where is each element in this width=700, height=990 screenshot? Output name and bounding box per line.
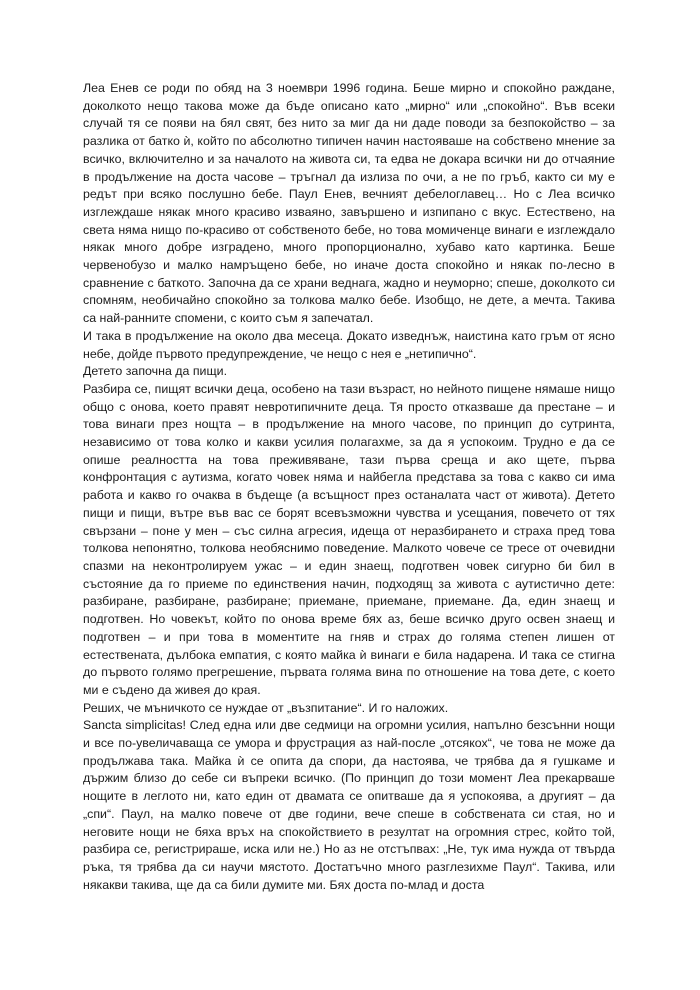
paragraph-autism-confrontation: Разбира се, пищят всички деца, особено на тази възраст, но нейното пищене нямаше нищо общо с онова, което правят невротипичните деца. Тя просто отказваше да престане – и това винаги през нощта – в продължение на много часове, по принцип до сутринта, независимо от това колко и какви усилия полагахме, за да я успокоим. Трудно е да се опише реалността на това преживяване, тази първа среща и ако щете, първа конфронтация с аутизма, когато човек няма и найбегла представа за това с какво си има работа и какво го очаква в бъдеще (а всъщност през останалата част от живота). Детето пищи и пищи, вътре във вас се борят всевъзможни чувства и усещания, повечето от тях свързани – поне у мен – със силна агресия, идеща от неразбирането и страха пред това толкова непонятно, толкова необяснимо поведение. Малкото човече се тресе от очевидни спазми на неконтролируем ужас – и един знаещ, подготвен човек сигурно би бил в състояние да го приеме по единствения начин, подходящ за живота с аутистично дете: разбиране, разбиране, разбиране; приемане, приемане, приемане. Да, един знаещ и подготвен. Но човекът, който по онова време бях аз, беше всичко друго освен знаещ и подготвен – и при това в моментите на гняв и страх до голяма степен лишен от естествената, дълбока емпатия, с която майка ѝ винаги е била надарена. И така се стигна до първото голямо прегрешение, първата голяма вина по отношение на това дете, с което ми е съдено да живея до края. bbox=[83, 381, 615, 697]
paragraph-upbringing: Реших, че мъничкото се нуждае от „възпитание“. И го наложих. bbox=[83, 700, 449, 715]
paragraph-birth: Леа Енев се роди по обяд на 3 ноември 1996 година. Беше мирно и спокойно раждане, доколкото нещо такова може да бъде описано като „мирно“ или „спокойно“. Във всеки случай тя се появи на бял свят, без нито за миг да ни даде поводи за безпокойство – за разлика от батко ѝ, който по абсолютно типичен начин настояваше на собствено мнение за всичко, включително и за началото на живота си, та едва не докара всички ни до отчаяние в продължение на доста часове – тръгнал да излиза по очи, а не по гръб, както си му е редът при всяко послушно бебе. Паул Енев, вечният дебелоглавец… Но с Леа всичко изглеждаше някак много красиво изваяно, завършено и изпипано с вкус. Естествено, на света няма нищо по-красиво от собственото бебе, но това момиченце винаги е изглеждало някак много добре изградено, много пропорционално, хубаво като картинка. Беше червенобузо и малко намръщено бебе, но иначе доста спокойно и някак по-лесно в сравнение с баткото. Започна да се храни веднага, жадно и неуморно; спеше, доколкото си спомням, необичайно спокойно за толкова малко бебе. Изобщо, не дете, а мечта. Такива са най-ранните спомени, с които съм я запечатал. bbox=[83, 81, 615, 326]
paragraph-two-months: И така в продължение на около два месеца. Докато изведнъж, наистина като гръм от ясно небе, дойде първото предупреждение, че нещо с нея е „нетипично“. bbox=[83, 328, 615, 361]
paragraph-screaming: Детето започна да пищи. bbox=[83, 364, 228, 379]
paragraph-sancta-simplicitas: Sancta simplicitas! След една или две седмици на огромни усилия, напълно безсънни нощи и все по-увеличаваща се умора и фрустрация аз най-после „отсякох“, че това не може да продължава така. Майка ѝ се опита да спори, да настоява, че трябва да я гушкаме и държим близо до себе си въпреки всичко. (По принцип до този момент Леа прекарваше нощите в леглото ни, като един от двамата се опитваше да я успокоява, а другият – да „спи“. Паул, на малко повече от две години, вече спеше в собствената си стая, но и неговите нощи не бяха връх на спокойствието в резултат на огромния стрес, който той, разбира се, регистрираше, иска или не.) Но аз не отстъпвах: „Не, тук има нужда от твърда ръка, тя трябва да си научи мястото. Достатъчно много разглезихме Паул“. Такива, или някакви такива, ще да са били думите ми. Бях доста по-млад и доста bbox=[83, 718, 615, 892]
document-page bbox=[83, 80, 615, 894]
